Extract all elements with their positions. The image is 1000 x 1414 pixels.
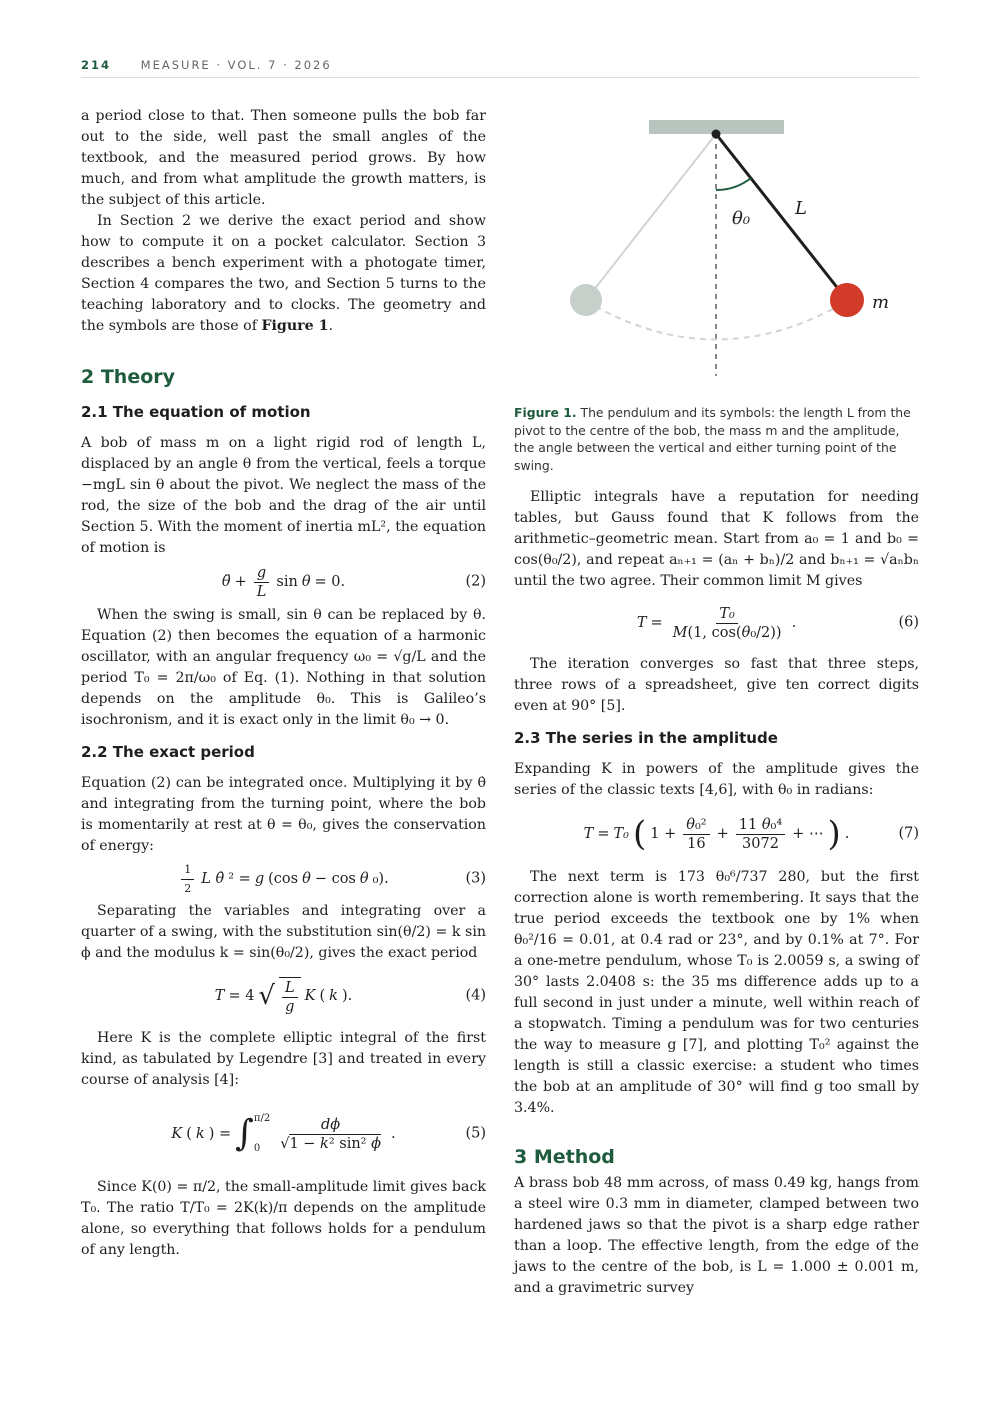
running-header: [81, 58, 919, 78]
equation-2-number: (2): [465, 573, 486, 590]
bob: [830, 283, 864, 317]
equation-6-number: (6): [898, 614, 919, 631]
equation-5: K ( k ) = ∫ π/2 0 $\frac{d\phi}{\text{√1 − k² sin² ϕ}}$ . (5): [171, 1113, 486, 1154]
subsection-heading-2-3: 2.3 The series in the amplitude: [514, 729, 778, 747]
equation-5-number: (5): [465, 1125, 486, 1142]
figure-caption-label: Figure 1.: [514, 405, 577, 420]
label-length: L: [795, 198, 807, 219]
pendulum-diagram: [514, 108, 919, 383]
intro-paragraph-1: a period close to that. Then someone pulls the bob far out to the side, well past the small angles of the textbook, and the measured period grows. By how much, and from what amplitude the growth matters, is the subject of this article.: [81, 108, 486, 208]
paragraph-2-2c: Here K is the complete elliptic integral of the first kind, as tabulated by Legendre [3] and treated in every course of analysis [4]:: [81, 1030, 486, 1088]
subsection-heading-2-2: 2.2 The exact period: [81, 743, 255, 761]
pivot-point: [712, 130, 721, 139]
paragraph-2-2d: Since K(0) = π/2, the small-amplitude limit gives back T₀. The ratio T/T₀ = 2K(k)/π depends on the amplitude alone, so everything that follows holds for a pendulum of any length.: [81, 1179, 486, 1258]
intro-paragraph-2: [81, 211, 486, 337]
paragraph-2-1b: When the swing is small, sin θ can be replaced by θ. Equation (2) then becomes the equation of a harmonic oscillator, with an angular frequency ω₀ = √g/L and the period T₀ = 2π/ω₀ of Eq. (1). Nothing in that solution depends on the amplitude θ₀. This is Galileo’s isochronism, and it is exact only in the limit θ₀ → 0.: [81, 607, 486, 728]
paragraph-2-2b: Separating the variables and integrating over a quarter of a swing, with the substitution sin(θ/2) = k sin ϕ and the modulus k = sin(θ₀/2), gives the exact period: [81, 903, 486, 961]
equation-2: θ̈ + $\frac{g}{L}$ sin θ = 0. (2): [221, 564, 486, 600]
figure-caption-text: The pendulum and its symbols: the length L from the pivot to the centre of the bob, the mass m and the amplitude, the angle between the vertical and either turning point of the swing.: [514, 405, 911, 473]
page-number: 214: [81, 58, 112, 72]
figure-ref[interactable]: Figure 1: [261, 318, 329, 334]
paragraph-2-1a: A bob of mass m on a light rigid rod of length L, displaced by an angle θ from the vertical, feels a torque −mgL sin θ about the pivot. We neglect the mass of the rod, the size of the bob and the drag of the air until Section 5. With the moment of inertia mL², the equation of motion is: [81, 435, 486, 556]
right-column: [514, 487, 919, 1299]
section-heading-theory: 2 Theory: [81, 366, 176, 388]
left-column: [81, 106, 486, 1261]
subsection-heading-2-1: 2.1 The equation of motion: [81, 403, 311, 421]
equation-3: $\frac{1}{2}$ L θ̇ ² = g (cos θ − cos θ ₀). (3): [81, 857, 486, 901]
equation-4-number: (4): [465, 987, 486, 1004]
figure-1: [514, 108, 919, 473]
intro-p2-end: .: [328, 318, 333, 334]
paragraph-series-discussion: The next term is 173 θ₀⁶/737 280, but the first correction alone is worth remembering. It says that the true period exceeds the textbook one by 1% when θ₀²/16 = 0.01, at 0.4 rad or 23°, and by 0.1% at 7°. For a one-metre pendulum, whose T₀ is 2.0059 s, a swing of 30° lasts 2.0408 s: the 35 ms difference adds up to a full second in just under a minute, well within reach of a stopwatch. Timing a pendulum was for two centuries the way to measure g [7], and plotting T₀² against the length is still a classic exercise: a student who times the bob at an amplitude of 30° will find g too small by 3.4%.: [514, 869, 919, 1116]
equation-6: T = $\frac{\text{T₀}}{\text{M(1, cos(θ₀/2))}}$ . (6): [636, 605, 919, 641]
equation-7: T = T₀ ( 1 + $\frac{\text{θ₀²}}{16}$ + $\frac{\text{11 θ₀⁴}}{3072}$ + ⋯ ) . (7): [583, 813, 919, 854]
equation-7-number: (7): [898, 825, 919, 842]
paragraph-agm: Elliptic integrals have a reputation for needing tables, but Gauss found that K follows from the arithmetic–geometric mean. Start from a₀ = 1 and b₀ = cos(θ₀/2), and repeat aₙ₊₁ = (aₙ + bₙ)/2 and bₙ₊₁ = √aₙbₙ until the two agree. Their common limit M gives: [514, 489, 919, 589]
label-theta0: θ₀: [732, 208, 751, 229]
paragraph-2-2a: Equation (2) can be integrated once. Multiplying it by θ̇ and integrating from the turning point, where the bob is momentarily at rest at θ = θ₀, gives the conservation of energy:: [81, 775, 486, 854]
paragraph-iteration: The iteration converges so fast that three steps, three rows of a spreadsheet, give ten correct digits even at 90° [5].: [514, 656, 919, 714]
ghost-bob: [570, 284, 602, 316]
ghost-rod: [586, 134, 716, 300]
paragraph-series-intro: Expanding K in powers of the amplitude gives the series of the classic texts [4,6], with θ₀ in radians:: [514, 761, 919, 798]
label-mass: m: [872, 292, 890, 313]
angle-arc: [716, 178, 751, 190]
section-heading-method: 3 Method: [514, 1146, 615, 1168]
intro-p2-text: In Section 2 we derive the exact period and show how to compute it on a pocket calculator. Section 3 describes a bench experiment with a photogate timer, Section 4 compares the two, and Section 5 turns to the teaching laboratory and to clocks. The geometry and the symbols are those of: [81, 213, 486, 334]
journal-title: MEASURE · VOL. 7 · 2026: [140, 58, 332, 72]
equation-4: T = 4 √ $\frac{L}{g}$ K ( k ). (4): [81, 964, 486, 1028]
equation-3-number: (3): [465, 870, 486, 887]
figure-caption: [514, 404, 919, 474]
paragraph-method: A brass bob 48 mm across, of mass 0.49 kg, hangs from a steel wire 0.3 mm in diameter, clamped between two hardened jaws so that the pivot is a sharp edge rather than a loop. The effective length, from the edge of the jaws to the centre of the bob, is L = 1.000 ± 0.001 m, and a gravimetric survey: [514, 1175, 919, 1296]
